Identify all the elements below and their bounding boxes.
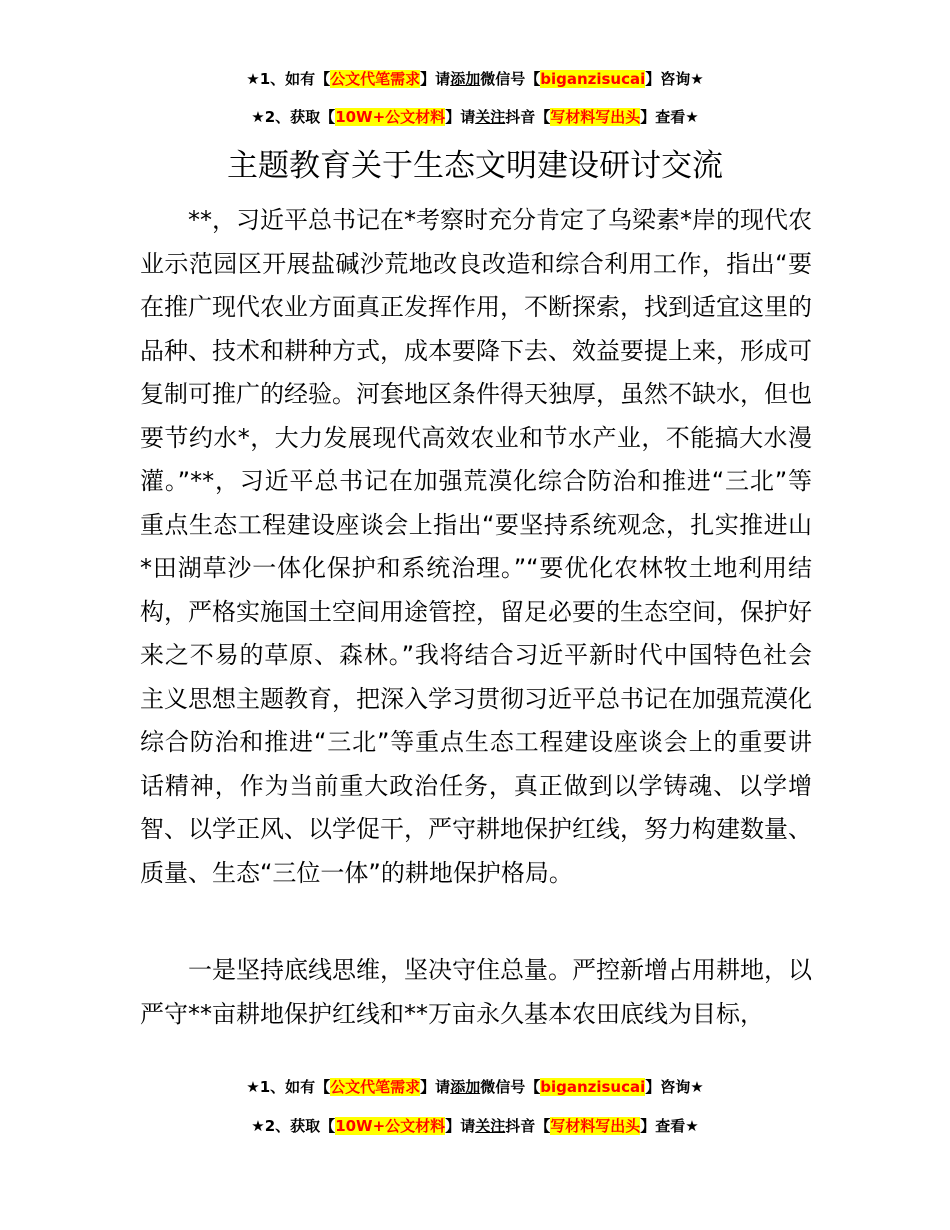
- promo-highlight-service: 公文代笔需求: [330, 70, 421, 88]
- promo-text: 微信号【: [480, 70, 541, 88]
- promo-underlined-action: 添加: [450, 1078, 481, 1096]
- header-promo-line-2: [0, 106, 950, 128]
- footer-promo-line-1: [0, 1076, 950, 1098]
- promo-text: 抖音【: [505, 108, 551, 126]
- promo-text: 】请: [445, 1117, 476, 1135]
- promo-highlight-materials: 10W+公文材料: [335, 1117, 446, 1135]
- promo-text: 】咨询★: [645, 70, 704, 88]
- header-promo-line-1: [0, 68, 950, 90]
- promo-text: ★1、如有【: [246, 70, 331, 88]
- document-body-continued: [140, 949, 812, 1036]
- paragraph-1: **，习近平总书记在*考察时充分肯定了乌梁素*岸的现代农业示范园区开展盐碱沙荒地改良改造和综合利用工作，指出“要在推广现代农业方面真正发挥作用，不断探索，找到适宜这里的品种、技术和耕种方式，成本要降下去、效益要提上来，形成可复制可推广的经验。河套地区条件得天独厚，虽然不缺水，但也要节约水*，大力发展现代高效农业和节水产业，不能搞大水漫灌。”**，习近平总书记在加强荒漠化综合防治和推进“三北”等重点生态工程建设座谈会上指出“要坚持系统观念，扎实推进山*田湖草沙一体化保护和系统治理。”“要优化农林牧土地利用结构，严格实施国土空间用途管控，留足必要的生态空间，保护好来之不易的草原、森林。”我将结合习近平新时代中国特色社会主义思想主题教育，把深入学习贯彻习近平总书记在加强荒漠化综合防治和推进“三北”等重点生态工程建设座谈会上的重要讲话精神，作为当前重大政治任务，真正做到以学铸魂、以学增智、以学正风、以学促干，严守耕地保护红线，努力构建数量、质量、生态“三位一体”的耕地保护格局。: [140, 206, 812, 887]
- promo-highlight-materials: 10W+公文材料: [335, 108, 446, 126]
- promo-highlight-wechat-id: biganzisucai: [540, 70, 646, 88]
- promo-text: ★1、如有【: [246, 1078, 331, 1096]
- footer-promo-line-2: [0, 1115, 950, 1137]
- promo-text: 】查看★: [640, 1117, 699, 1135]
- promo-underlined-action: 添加: [450, 70, 481, 88]
- promo-highlight-douyin-id: 写材料写出头: [550, 108, 641, 126]
- promo-text: 】请: [420, 1078, 451, 1096]
- paragraph-2: 一是坚持底线思维，坚决守住总量。严控新增占用耕地，以严守**亩耕地保护红线和**万亩永久基本农田底线为目标，: [140, 956, 812, 1028]
- promo-highlight-service: 公文代笔需求: [330, 1078, 421, 1096]
- promo-underlined-action: 关注: [475, 108, 506, 126]
- document-body: [140, 199, 812, 895]
- promo-text: 抖音【: [505, 1117, 551, 1135]
- promo-text: 】请: [420, 70, 451, 88]
- promo-text: 微信号【: [480, 1078, 541, 1096]
- promo-text: 】咨询★: [645, 1078, 704, 1096]
- promo-text: ★2、获取【: [251, 108, 336, 126]
- promo-text: 】请: [445, 108, 476, 126]
- promo-text: ★2、获取【: [251, 1117, 336, 1135]
- document-title: 主题教育关于生态文明建设研讨交流: [227, 148, 723, 184]
- promo-text: 】查看★: [640, 108, 699, 126]
- promo-highlight-douyin-id: 写材料写出头: [550, 1117, 641, 1135]
- promo-underlined-action: 关注: [475, 1117, 506, 1135]
- promo-highlight-wechat-id: biganzisucai: [540, 1078, 646, 1096]
